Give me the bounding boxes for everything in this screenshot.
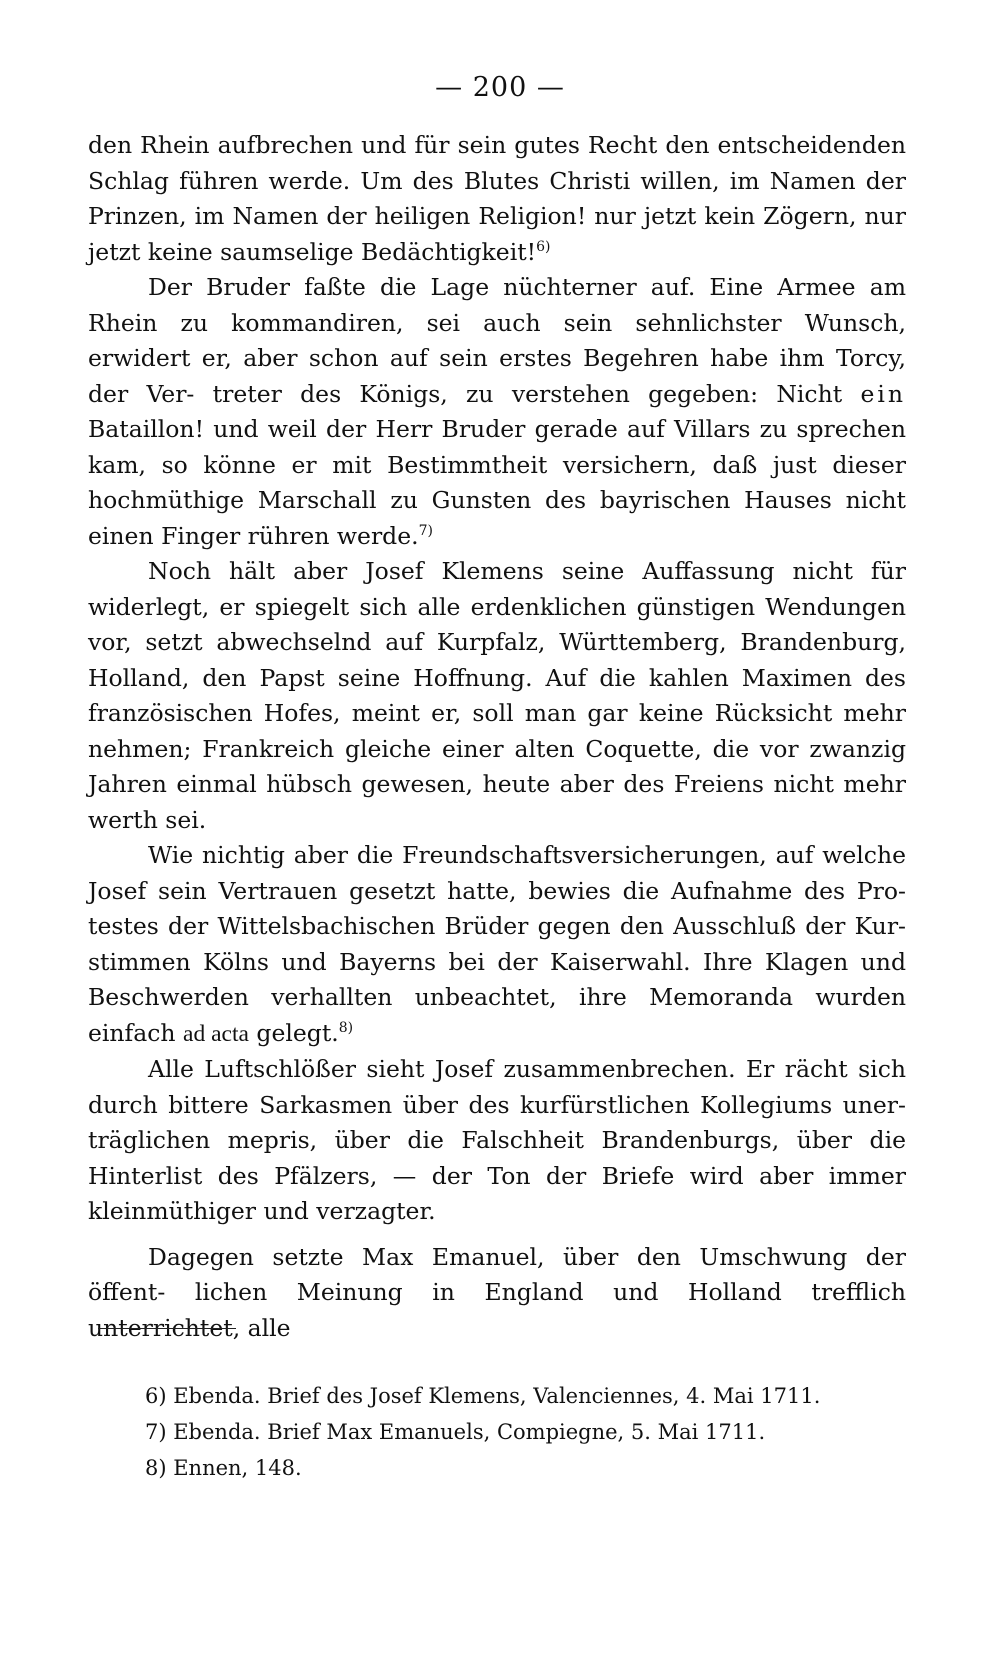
paragraph bbox=[88, 270, 906, 554]
paragraph bbox=[88, 1240, 906, 1347]
paragraph bbox=[88, 554, 906, 838]
footnote: 8) Ennen, 148. bbox=[145, 1456, 302, 1480]
paragraph-text: Der Bruder faßte die Lage nüchterner auf. Eine Armee am Rhein zu kommandiren, sei auch sein sehnlichster Wunsch, erwidert er, aber schon auf sein erstes Begehren habe ihm Torcy, der Ver- treter des Königs, zu verstehen gegeben: Nicht bbox=[88, 273, 906, 408]
paragraph-text: den Rhein aufbrechen und für sein gutes Recht den entscheidenden Schlag führen werde. Um des Blutes Christi willen, im Namen der Prinzen, im Namen der heiligen Religion! nur jetzt kein Zögern, nur jetzt keine saumselige Bedächtigkeit! bbox=[88, 131, 906, 266]
paragraph-text: Dagegen setzte Max Emanuel, über den Umschwung der öffent- lichen Meinung in England und Holland trefflich unterrichtet, alle bbox=[88, 1242, 906, 1342]
paragraph-text: Wie nichtig aber die Freundschaftsversicherungen, auf welche Josef sein Vertrauen gesetzt hatte, bewies die Aufnahme des Pro- testes der Wittelsbachischen Brüder gegen den Ausschluß der Kur- stimmen Kölns und Bayerns bei der Kaiserwahl. Ihre Klagen und Beschwerden verhallten unbeachtet, ihre Memoranda wurden einfach bbox=[88, 841, 906, 1047]
footnote-divider bbox=[98, 1328, 236, 1329]
footnote-ref: 6) bbox=[536, 238, 551, 255]
paragraph-text: gelegt. bbox=[248, 1018, 339, 1047]
emphasized-word: ein bbox=[860, 379, 906, 408]
footnote: 7) Ebenda. Brief Max Emanuels, Compiegne, 5. Mai 1711. bbox=[145, 1420, 766, 1444]
latin-phrase: ad acta bbox=[183, 1020, 249, 1047]
paragraph-text: Noch hält aber Josef Klemens seine Auffassung nicht für widerlegt, er spiegelt sich alle erdenklichen günstigen Wendungen vor, setzt abwechselnd auf Kurpfalz, Württemberg, Brandenburg, Holland, den Papst seine Hoffnung. Auf die kahlen Maximen des französischen Hofes, meint er, soll man gar keine Rücksicht mehr nehmen; Frankreich gleiche einer alten Coquette, die vor zwanzig Jahren einmal hübsch gewesen, heute aber des Freiens nicht mehr werth sei. bbox=[88, 557, 906, 834]
body-text bbox=[88, 128, 906, 1346]
paragraph bbox=[88, 838, 906, 1052]
footnote: 6) Ebenda. Brief des Josef Klemens, Valenciennes, 4. Mai 1711. bbox=[145, 1384, 821, 1408]
footnote-ref: 8) bbox=[338, 1019, 354, 1036]
paragraph-text: Alle Luftschlößer sieht Josef zusammenbrechen. Er rächt sich durch bittere Sarkasmen über des kurfürstlichen Kollegiums uner- träglichen mepris, über die Falschheit Brandenburgs, über die Hinterlist des Pfälzers, — der Ton der Briefe wird aber immer kleinmüthiger und verzagter. bbox=[88, 1055, 906, 1225]
footnote-ref: 7) bbox=[418, 522, 433, 539]
page-number: — 200 — bbox=[435, 72, 565, 103]
paragraph bbox=[88, 128, 906, 270]
paragraph-text: Bataillon! und weil der Herr Bruder gerade auf Villars zu sprechen kam, so könne er mit Bestimmtheit versichern, daß just dieser hochmüthige Marschall zu Gunsten des bayrischen Hauses nicht einen Finger rühren werde. bbox=[88, 415, 906, 550]
footnotes bbox=[145, 1378, 905, 1486]
paragraph bbox=[88, 1052, 906, 1230]
